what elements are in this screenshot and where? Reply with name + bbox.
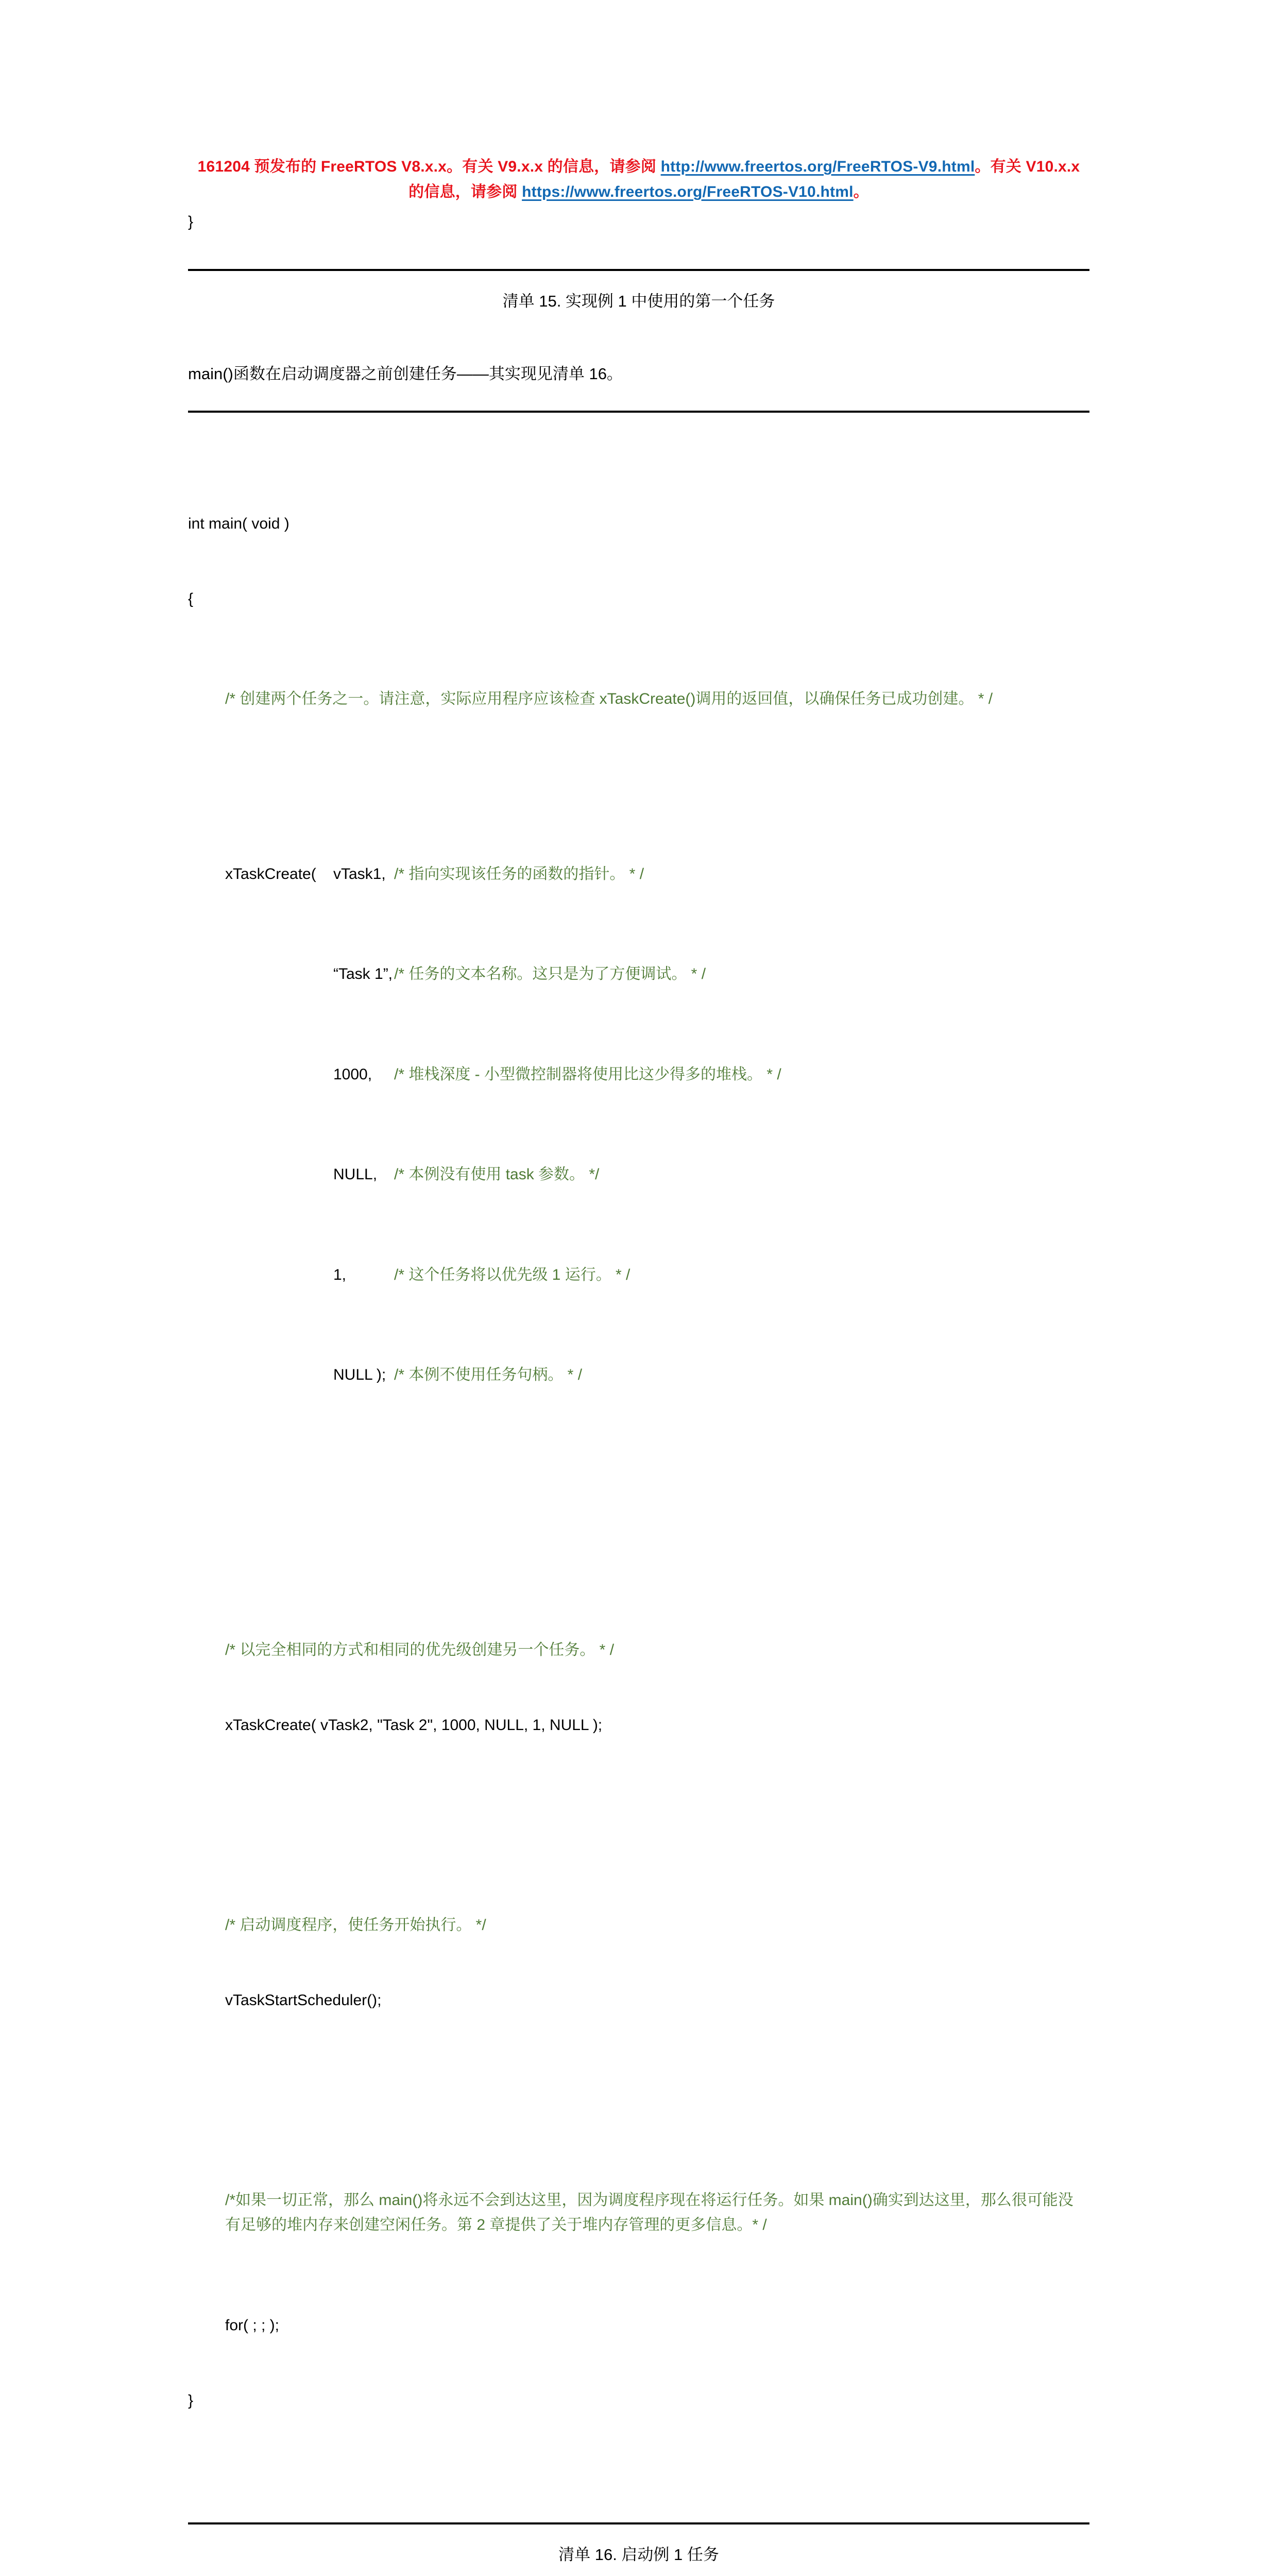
code-line-signature: int main( void ) [188,515,289,532]
param-comment: /* 任务的文本名称。这只是为了方便调试。 * / [394,965,706,983]
param-value: NULL ); [333,1366,386,1383]
listing15-closing-brace: } [188,213,194,231]
listing15-caption: 清单 15. 实现例 1 中使用的第一个任务 [502,292,775,310]
notice-lead-text: 161204 预发布的 FreeRTOS V8.x.x。有关 V9.x.x 的信息，请参阅 [197,158,661,175]
param-comment: /* 指向实现该任务的函数的指针。 * / [394,866,644,883]
param-value: “Task 1”, [333,965,393,983]
horizontal-rule [188,2522,1089,2524]
listing16-caption: 清单 16. 启动例 1 任务 [558,2545,719,2564]
param-row [225,1263,1089,1288]
freertos-v10-link[interactable]: https://www.freertos.org/FreeRTOS-V10.html [522,183,854,200]
listing16-closing-brace: } [188,2392,194,2409]
code-line-start-scheduler: vTaskStartScheduler(); [225,1991,382,2009]
comment-create-tasks: /* 创建两个任务之一。请注意，实际应用程序应该检查 xTaskCreate()调用的返回值，以确保任务已成功创建。 * / [225,690,993,707]
spacer [188,413,1089,436]
param-value: vTask1, [333,866,386,883]
code-blank-line [188,1538,1089,1563]
xtaskcreate-parameter-block [188,787,1089,1463]
param-value: NULL, [333,1166,378,1183]
comment-second-task: /* 以完全相同的方式和相同的优先级创建另一个任务。 * / [225,1641,615,1658]
page-content [188,0,1089,2576]
spacer [188,2488,1089,2522]
spacer [188,314,1089,361]
param-value: 1000, [333,1065,372,1083]
notice-mid-text: 。有关 V10.x.x 的信息，请参阅 [408,158,1080,200]
param-row [225,862,1089,887]
comment-never-reach: /*如果一切正常，那么 main()将永远不会到达这里，因为调度程序现在将运行任务。如果 main()确实到达这里，那么很可能没有足够的堆内存来创建空闲任务。第 2 章提供了关于堆内存管理的更多信息。* / [225,2191,1073,2234]
param-row [225,962,1089,987]
code-blank-line [188,2088,1089,2113]
code-line-for-loop: for( ; ; ); [225,2316,279,2334]
code-line-create-task2: xTaskCreate( vTask2, "Task 2", 1000, NULL, 1, NULL ); [225,1716,603,1734]
param-comment: /* 本例不使用任务句柄。 * / [394,1366,583,1383]
spacer [188,235,1089,269]
param-row [225,1162,1089,1188]
comment-start-scheduler: /* 启动调度程序，使任务开始执行。 */ [225,1916,486,1934]
param-comment: /* 本例没有使用 task 参数。 */ [394,1166,600,1183]
param-row [225,1062,1089,1088]
version-notice [188,155,1089,205]
code-line-open-brace: { [188,590,194,607]
listing16-rule-wrap-bottom [188,2522,1089,2524]
param-value: 1, [333,1266,347,1283]
notice-tail-text: 。 [853,183,869,200]
freertos-v9-link[interactable]: http://www.freertos.org/FreeRTOS-V9.html [660,158,975,175]
listing16-code-block [188,436,1089,2488]
spacer [188,387,1089,411]
xtaskcreate-call-name: xTaskCreate( [225,866,316,883]
horizontal-rule [188,269,1089,271]
param-comment: /* 堆栈深度 - 小型微控制器将使用比这少得多的堆栈。 * / [394,1065,781,1083]
param-comment: /* 这个任务将以优先级 1 运行。 * / [394,1266,631,1283]
listing15-rule-wrap [188,269,1089,271]
spacer [188,2567,1089,2576]
intro-paragraph: main()函数在启动调度器之前创建任务——其实现见清单 16。 [188,365,623,383]
code-blank-line [188,1813,1089,1838]
param-row [225,1363,1089,1388]
